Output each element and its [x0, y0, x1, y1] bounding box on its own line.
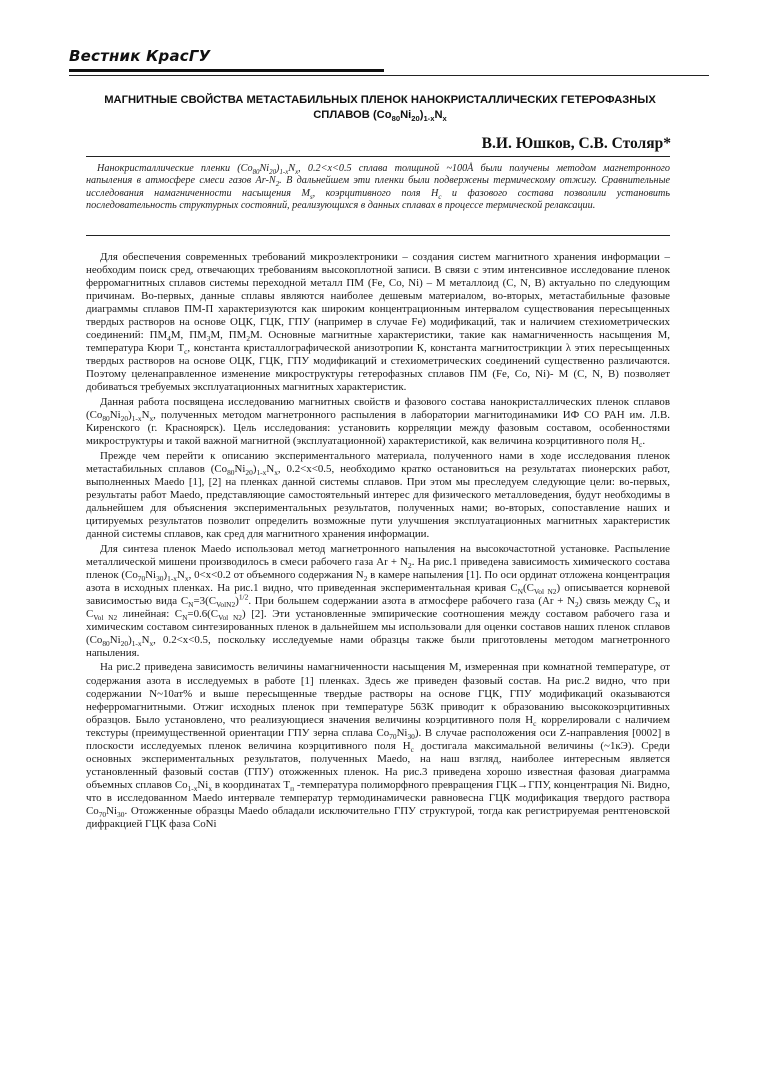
- article-title: МАГНИТНЫЕ СВОЙСТВА МЕТАСТАБИЛЬНЫХ ПЛЕНОК НАНОКРИСТАЛЛИЧЕСКИХ ГЕТЕРОФАЗНЫХ СПЛАВОВ $(Co_{80}Ni_{20})_{1-x}N_x$: [104, 94, 656, 124]
- abstract-text: Нанокристаллические пленки $(Co_{80}Ni_{20})_{1-x}N_x$, 0.2<x<0.5 сплава толщиной ~100Å были получены методом магнетронного напыления в атмосфере смеси газов $Ar-N_2$. В дальнейшем эти пленки были подвержены термическому отжигу. Сравнительные исследования намагниченности насыщения $M_s$, коэрцитивного поля $H_c$ и фазового состава позволили установить последовательность структурных состояний, реализующихся в данных сплавах в процессе термической релаксации.: [86, 163, 670, 211]
- abstract-rule-bottom: [86, 235, 670, 236]
- abstract: [86, 163, 670, 212]
- body-paragraph-1: Для обеспечения современных требований микроэлектроники – создания систем магнитного хранения информации – необходим поиск сред, отвечающих требованиям высокоплотной записи. В связи с этим интенсивное исследование пленок ферромагнитных сплавов системы переходной металл ПМ (Fe, Co, Ni) – М металлоид (C, N, B) актуально по следующим причинам. Во-первых, данные сплавы являются наиболее дешевым материалом, во-вторых, метастабильные фазовые диаграммы сплавов ПМ-П характеризуются как широким концентрационным интервалом существования пересыщенных твердых растворов на основе ОЦК, ГЦК, ГПУ (например в случае Fe) модификаций, так и наличием стехиометрических соединений: $ПМ_4М$, $ПМ_3М$, $ПМ_2М$. Основные магнитные характеристики, такие как намагниченность насыщения М, температура Кюри $Т_c$, константа кристаллографической анизотропии К, константа магнитострикции λ этих пересыщенных твердых растворов на основе ОЦК, ГЦК, ГПУ модификаций и стехиометрических соединений существенно различаются. Поэтому целенаправленное изменение микроструктуры гетерофазных сплавов ПМ (Fe, Co, Ni)- М (C, N, B) позволяет добиваться требуемых эксплуатационных магнитных характеристик.: [86, 251, 671, 394]
- article-authors: В.И. Юшков, С.В. Столяр*: [481, 135, 671, 152]
- header-rule-thin: [69, 75, 709, 76]
- body-paragraph-3: Прежде чем перейти к описанию экспериментального материала, полученного нами в ходе исследования пленок метастабильных сплавов $(Co_{80}Ni_{20})_{1-x}N_x$, 0.2<x<0.5, необходимо кратко остановиться на результатах пионерских работ, выполненных Maedo [1], [2] на пленках данной системы сплавов. При этом мы преследуем следующие цели: во-первых, результаты работ Maedo, представляющие самостоятельный интерес для физического металловедения, будут необходимы в дальнейшем для объяснения экспериментальных результатов, полученных нами; во-вторых, сопоставление наших и цитируемых результатов позволит определить возможные пути улучшения эксплуатационных магнитных характеристик данной системы сплавов, как сред для магнитного хранения информации.: [86, 449, 670, 540]
- body-paragraph-2: Данная работа посвящена исследованию магнитных свойств и фазового состава нанокристаллических пленок сплавов $(Co_{80}Ni_{20})_{1-x}N_x$, полученных методом магнетронного распыления в лаборатории магнитодинамики ИФ СО РАН им. Л.В. Киренского (г. Красноярск). Цель исследования: установить корреляции между фазовым составом, особенностями микроструктуры и такой важной магнитной (эксплуатационной) характеристикой, как величина коэрцитивного поля $H_c$.: [86, 396, 670, 450]
- body-paragraph-5: На рис.2 приведена зависимость величины намагниченности насыщения М, измеренная при комнатной температуре, от содержания азота в исследуемых в работе [1] пленках. Здесь же приведен фазовый состав. На рис.2 видно, что при содержании N~10ат% и выше пересыщенные твердые растворы на основе ГЦК, ГПУ модификаций оказываются неферромагнитными. Отжиг исходных пленок при температуре 563К приводит к образованию высококоэрцитивных образцов. Было установлено, что реализующиеся значения величины коэрцитивного поля $H_c$ коррелировали с наличием текстуры (преимущественной ориентации ГПУ зерна сплава $Co_{70}Ni_{30}$). В случае расположения оси Z-направления [0002] в плоскости исследуемых пленок величина коэрцитивного поля $H_c$ достигала максимальной величины (~1кЭ). Среди основных экспериментальных результатов, полученных Maedo, на наш взгляд, наиболее интересным является установленный фазовый состав (ГПУ) отожженных пленок. На рис.3 приведена хорошо известная фазовая диаграмма объемных сплавов $Co_{1-x}Ni_x$ в координатах $Т_п$ -температура полиморфного превращения ГЦК→ГПУ, концентрация Ni. Видно, что в исследованном Maedo интервале температур термодинамически равновесна ГЦК модификация твердого раствора $Co_{70}Ni_{30}$. Отожженные образцы Maedo обладали исключительно ГПУ структурой, тогда как регистрируемая рентгеновской дифракцией ГЦК фаза CoNi: [86, 661, 671, 831]
- header-rule-thick: [69, 69, 384, 72]
- journal-name: Вестник КрасГУ: [69, 47, 211, 65]
- article-body: [86, 251, 670, 833]
- body-paragraph-4: Для синтеза пленок Maedo использовал метод магнетронного напыления на высокочастотной установке. Распыление металлической мишени производилось в смеси рабочего газа $Ar + N_2$. На рис.1 приведена зависимость химического состава пленок $(Co_{70}Ni_{30})_{1-x}N_x$, 0<x<0.2 от объемного содержания $N_2$ в камере напыления [1]. По оси ординат отложена концентрация азота в исходных пленках. На рис.1 видно, что приведенная экспериментальная кривая $C_N(C_{Vol N2})$ описывается корневой зависимостью вида $C_N=3(C_{VolN2})^{1/2}$. При большем содержании азота в атмосфере рабочего газа $(Ar + N_2)$ связь между $C_N$ и $C_{Vol N2}$ линейная: $C_N=0.6(C_{Vol N2})$ [2]. Эти установленные эмпирические соотношения между составом рабочего газа и химическим составом синтезированных пленок в дальнейшем мы использовали для оценки составов наших пленок сплавов $(Co_{80}Ni_{20})_{1-x}N_x$, 0.2<x<0.5, поскольку исследуемые нами образцы также были приготовлены методом магнетронного напыления.: [86, 542, 671, 659]
- abstract-rule-top: [86, 156, 670, 157]
